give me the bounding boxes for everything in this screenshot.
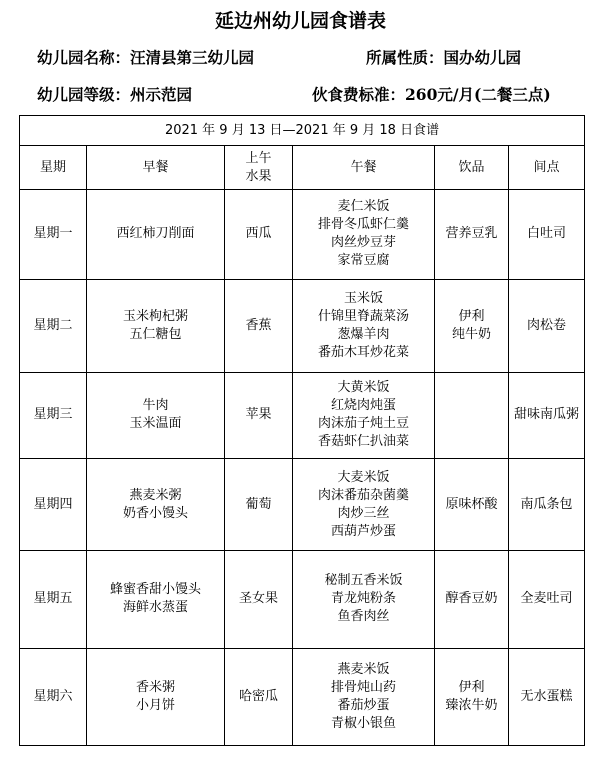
kindergarten-nature: [366, 46, 521, 68]
table-row: [20, 190, 585, 279]
breakfast-cell-line: 西红柿刀削面: [116, 226, 195, 242]
breakfast-cell-line: 牛肉: [142, 398, 169, 414]
lunch-cell-line: 肉沫番茄杂菌羹: [317, 487, 409, 503]
breakfast-cell-line: 燕麦米粥: [129, 487, 182, 503]
snack-cell: 肉松卷: [509, 279, 585, 372]
table-row: [20, 551, 585, 648]
snack-cell: 南瓜条包: [509, 459, 585, 551]
lunch-cell-line: 排骨冬瓜虾仁羹: [317, 217, 409, 233]
lunch-cell-line: 青椒小银鱼: [330, 715, 396, 731]
table-row: [20, 459, 585, 551]
day-cell: 星期四: [20, 459, 87, 551]
drink-cell-line: 纯牛奶: [451, 326, 491, 342]
lunch-cell-line: 什锦里脊蔬菜汤: [317, 308, 409, 324]
table-row: [20, 648, 585, 745]
breakfast-cell-line: 五仁糖包: [129, 326, 182, 342]
kindergarten-name-value: 汪清县第三幼儿园: [130, 48, 255, 67]
lunch-cell-line: 葱爆羊肉: [337, 326, 390, 342]
breakfast-cell-line: 香米粥: [135, 679, 175, 695]
lunch-cell-line: 肉丝炒豆芽: [330, 235, 396, 251]
header-lunch: 午餐: [293, 146, 435, 190]
kindergarten-name: [37, 46, 254, 68]
date-row: [20, 116, 585, 146]
table-row: [20, 372, 585, 458]
lunch-cell-line: 家常豆腐: [337, 253, 390, 269]
lunch-cell-line: 香菇虾仁扒油菜: [317, 434, 409, 450]
fruit-cell: 苹果: [225, 372, 293, 458]
lunch-cell-line: 麦仁米饭: [337, 199, 390, 215]
header-row: [20, 146, 585, 190]
breakfast-cell-line: 蜂蜜香甜小馒头: [109, 582, 201, 598]
lunch-cell-line: 西葫芦炒蛋: [330, 523, 396, 539]
header-fruit-line: 水果: [245, 168, 272, 184]
lunch-cell-line: 番茄木耳炒花菜: [317, 344, 409, 360]
lunch-cell: [293, 459, 435, 551]
drink-cell-line: 原味杯酸: [445, 496, 498, 512]
fruit-cell: 葡萄: [225, 459, 293, 551]
breakfast-cell-line: 玉米温面: [129, 416, 182, 432]
kindergarten-nature-value: 国办幼儿园: [443, 48, 522, 67]
page-title: 延边州幼儿园食谱表: [214, 10, 386, 32]
drink-cell: [435, 279, 509, 372]
header-day: 星期: [20, 146, 87, 190]
lunch-cell: [293, 190, 435, 279]
drink-cell-line: 伊利: [458, 308, 485, 324]
meal-fee-label: 伙食费标准：: [312, 85, 406, 104]
day-cell: 星期六: [20, 648, 87, 745]
snack-cell: 甜味南瓜粥: [509, 372, 585, 458]
lunch-cell-line: 大麦米饭: [337, 469, 390, 485]
breakfast-cell: [87, 459, 225, 551]
lunch-cell-line: 番茄炒蛋: [337, 697, 390, 713]
lunch-cell: [293, 551, 435, 648]
drink-cell: [435, 648, 509, 745]
breakfast-cell-line: 奶香小馒头: [122, 505, 188, 521]
kindergarten-grade-value: 州示范园: [130, 85, 193, 104]
lunch-cell: [293, 648, 435, 745]
menu-table: [19, 115, 585, 746]
meal-fee-value: 260元/月(二餐三点): [405, 85, 551, 104]
kindergarten-grade: [37, 83, 192, 105]
lunch-cell-line: 大黄米饭: [337, 380, 390, 396]
breakfast-cell-line: 玉米枸杞粥: [122, 308, 188, 324]
breakfast-cell: [87, 372, 225, 458]
breakfast-cell: [87, 279, 225, 372]
drink-cell-line: 醇香豆奶: [445, 591, 498, 607]
breakfast-cell: [87, 648, 225, 745]
snack-cell: 全麦吐司: [509, 551, 585, 648]
lunch-cell-line: 秘制五香米饭: [324, 573, 403, 589]
snack-cell: 无水蛋糕: [509, 648, 585, 745]
lunch-cell-line: 肉炒三丝: [337, 505, 390, 521]
meal-fee: [312, 83, 551, 105]
lunch-cell-line: 鱼香肉丝: [337, 609, 390, 625]
drink-cell: [435, 190, 509, 279]
drink-cell: [435, 372, 509, 458]
kindergarten-nature-label: 所属性质：: [366, 48, 444, 67]
header-fruit: [225, 146, 293, 190]
lunch-cell-line: 玉米饭: [343, 290, 383, 306]
lunch-cell: [293, 372, 435, 458]
day-cell: 星期二: [20, 279, 87, 372]
header-drink: 饮品: [435, 146, 509, 190]
breakfast-cell-line: 小月饼: [135, 697, 175, 713]
day-cell: 星期三: [20, 372, 87, 458]
kindergarten-name-label: 幼儿园名称：: [37, 48, 131, 67]
drink-cell: [435, 459, 509, 551]
date-range: 2021 年 9 月 13 日—2021 年 9 月 18 日食谱: [20, 116, 585, 146]
drink-cell-line: 伊利: [458, 679, 485, 695]
lunch-cell-line: 肉沫茄子炖土豆: [317, 416, 409, 432]
breakfast-cell: [87, 551, 225, 648]
drink-cell-line: 营养豆乳: [445, 226, 498, 242]
kindergarten-grade-label: 幼儿园等级：: [37, 85, 131, 104]
lunch-cell: [293, 279, 435, 372]
lunch-cell-line: 青龙炖粉条: [330, 591, 396, 607]
day-cell: 星期一: [20, 190, 87, 279]
lunch-cell-line: 燕麦米饭: [337, 661, 390, 677]
drink-cell: [435, 551, 509, 648]
fruit-cell: 香蕉: [225, 279, 293, 372]
drink-cell-line: 臻浓牛奶: [445, 697, 498, 713]
header-fruit-line: 上午: [245, 150, 272, 166]
header-breakfast: 早餐: [87, 146, 225, 190]
fruit-cell: 圣女果: [225, 551, 293, 648]
fruit-cell: 哈密瓜: [225, 648, 293, 745]
breakfast-cell-line: 海鲜水蒸蛋: [122, 600, 188, 616]
lunch-cell-line: 排骨炖山药: [330, 679, 396, 695]
day-cell: 星期五: [20, 551, 87, 648]
table-row: [20, 279, 585, 372]
snack-cell: 白吐司: [509, 190, 585, 279]
breakfast-cell: [87, 190, 225, 279]
fruit-cell: 西瓜: [225, 190, 293, 279]
header-snack: 间点: [509, 146, 585, 190]
lunch-cell-line: 红烧肉炖蛋: [330, 398, 396, 414]
